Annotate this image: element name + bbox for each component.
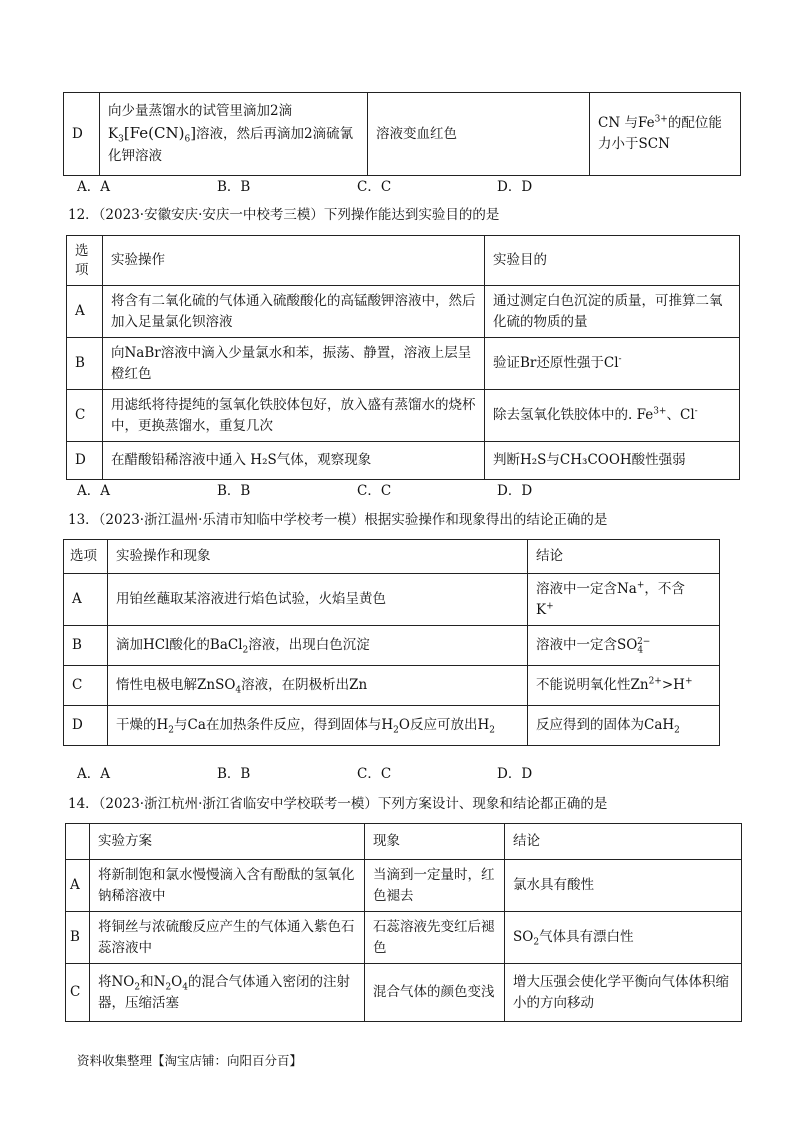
option-c[interactable]: C．C [357,179,392,195]
option-a[interactable]: A．A [77,483,110,499]
table-header-row: 选项 实验操作和现象 结论 [64,540,720,574]
table-row: A 将含有二氧化硫的气体通入硫酸酸化的高锰酸钾溶液中，然后加入足量氯化钡溶液 通过测定白色沉淀的质量，可推算二氧化硫的物质的量 [67,286,740,338]
row-label: D [64,93,100,176]
option-b[interactable]: B．B [217,766,251,782]
table-header-row: 实验方案 现象 结论 [66,824,742,860]
q13-title: 13．（2023·浙江温州·乐清市知临中学校考一模）根据实验操作和现象得出的结论正确的是 [68,512,608,528]
table-row: D 在醋酸铅稀溶液中通入 H₂S气体，观察现象 判断H₂S与CH₃COOH酸性强弱 [67,442,740,480]
table-row: C 用滤纸将待提纯的氢氧化铁胶体包好，放入盛有蒸馏水的烧杯中，更换蒸馏水，重复几次 除去氢氧化铁胶体中的. $Fe^{3+}$、Cl- [67,390,740,442]
table-row [64,93,741,176]
q12-table [66,235,740,480]
q12-options [77,481,637,502]
option-c[interactable]: C．C [357,483,392,499]
header-option: 选 项 [67,236,103,286]
phenomenon-cell: 溶液变血红色 [368,93,590,176]
option-a[interactable]: A．A [77,179,110,195]
table-row: B 将铜丝与浓硫酸反应产生的气体通入紫色石蕊溶液中 石蕊溶液先变红后褪色 $SO_2$气体具有漂白性 [66,912,742,964]
option-d[interactable]: D．D [497,179,533,195]
q14-table [65,823,742,1022]
option-c[interactable]: C．C [357,766,392,782]
operation-cell: 向少量蒸馏水的试管里滴加2滴 $K_3[Fe(CN)_6]$溶液，然后再滴加2滴硫氰 化钾溶液 [100,93,368,176]
table-row: A 用铂丝蘸取某溶液进行焰色试验，火焰呈黄色 溶液中一定含Na+，不含 K+ [64,574,720,626]
option-b[interactable]: B．B [217,179,251,195]
table-row: C 将$NO_2$和$N_2O_4$的混合气体通入密闭的注射器，压缩活塞 混合气体的颜色变浅 增大压强会使化学平衡向气体体积缩小的方向移动 [66,964,742,1022]
option-a[interactable]: A．A [77,766,110,782]
footer-note: 资料收集整理【淘宝店铺：向阳百分百】 [77,1053,303,1068]
header-operation: 实验操作 [103,236,485,286]
option-b[interactable]: B．B [217,483,251,499]
conclusion-cell: CN 与$Fe^{3+}$的配位能 力小于SCN [590,93,741,176]
table-row: A 将新制饱和氯水慢慢滴入含有酚酞的氢氧化钠稀溶液中 当滴到一定量时，红色褪去 氯水具有酸性 [66,860,742,912]
q11-table-tail [63,92,741,176]
option-d[interactable]: D．D [497,766,533,782]
header-goal: 实验目的 [485,236,740,286]
table-row: C 惰性电极电解ZnSO$_4$溶液，在阴极析出Zn 不能说明氧化性$Zn^{2+}>H^+$ [64,666,720,706]
table-header-row [67,236,740,286]
table-row: B 向NaBr溶液中滴入少量氯水和苯，振荡、静置，溶液上层呈橙红色 验证Br还原性强于Cl- [67,338,740,390]
option-d[interactable]: D．D [497,483,533,499]
q13-options [77,764,637,785]
q12-title: 12．（2023·安徽安庆·安庆一中校考三模）下列操作能达到实验目的的是 [68,207,500,223]
q14-title: 14．（2023·浙江杭州·浙江省临安中学校联考一模）下列方案设计、现象和结论都正确的是 [68,796,608,812]
table-row: B 滴加HCl酸化的BaCl$_2$溶液，出现白色沉淀 溶液中一定含$SO_4^{2-}$ [64,626,720,666]
table-row: D 干燥的$H_2$与Ca在加热条件反应，得到固体与$H_2O$反应可放出$H_2$ 反应得到的固体为CaH$_2$ [64,706,720,746]
q11-options [77,177,637,198]
q13-table [63,539,720,746]
